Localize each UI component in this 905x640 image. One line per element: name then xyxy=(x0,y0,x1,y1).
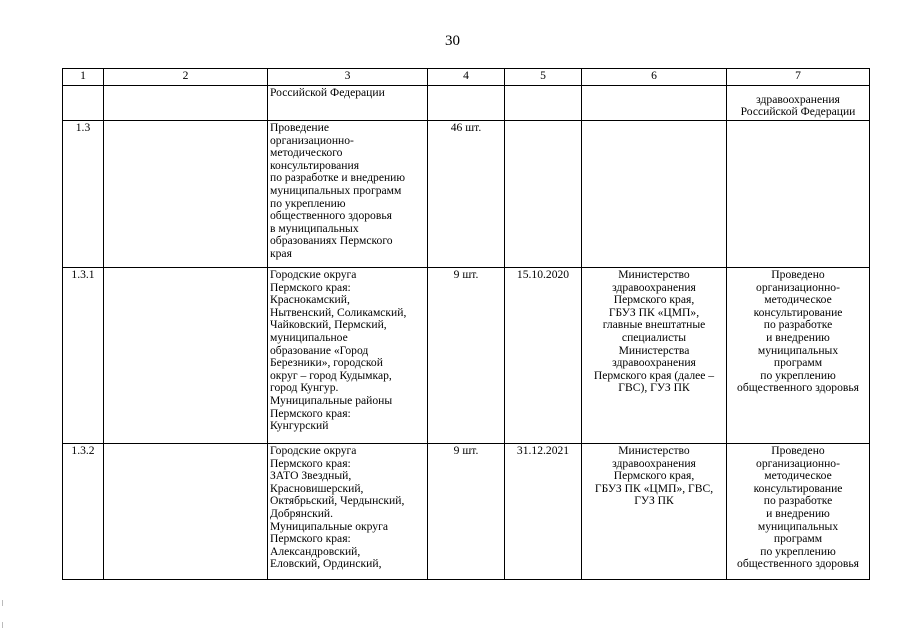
date-cell xyxy=(505,121,582,268)
description-cell: Российской Федерации xyxy=(268,86,428,121)
header-row xyxy=(63,69,870,86)
page-number: 30 xyxy=(445,33,460,49)
date-cell: 31.12.2021 xyxy=(505,444,582,580)
header-cell: 1 xyxy=(63,69,104,86)
result-cell: Проведено организационно- методическое консультирование по разработке и внедрению муниципальных программ по укреплению общественного здоровья xyxy=(727,444,870,580)
activity-table xyxy=(62,68,870,580)
col2-cell xyxy=(104,121,268,268)
responsible-cell: Министерство здравоохранения Пермского края, ГБУЗ ПК «ЦМП», ГВС, ГУЗ ПК xyxy=(582,444,727,580)
scan-mark xyxy=(2,600,3,606)
header-cell: 7 xyxy=(727,69,870,86)
table-row xyxy=(63,121,870,268)
table-row xyxy=(63,444,870,580)
result-cell: Проведено организационно- методическое консультирование по разработке и внедрению муниципальных программ по укреплению общественного здоровья xyxy=(727,268,870,444)
date-cell xyxy=(505,86,582,121)
date-cell: 15.10.2020 xyxy=(505,268,582,444)
quantity-cell: 9 шт. xyxy=(428,444,505,580)
scan-mark xyxy=(2,622,3,628)
quantity-cell xyxy=(428,86,505,121)
quantity-cell: 9 шт. xyxy=(428,268,505,444)
row-number xyxy=(63,86,104,121)
header-cell: 6 xyxy=(582,69,727,86)
responsible-cell xyxy=(582,121,727,268)
quantity-cell: 46 шт. xyxy=(428,121,505,268)
responsible-cell xyxy=(582,86,727,121)
col2-cell xyxy=(104,86,268,121)
result-cell xyxy=(727,121,870,268)
header-cell: 4 xyxy=(428,69,505,86)
col2-cell xyxy=(104,268,268,444)
description-cell: Городские округа Пермского края: ЗАТО Звездный, Красновишерский, Октябрьский, Чердынский, Добрянский. Муниципальные округа Пермского края: Александровский, Еловский, Ординский, xyxy=(268,444,428,580)
row-number: 1.3 xyxy=(63,121,104,268)
row-number: 1.3.2 xyxy=(63,444,104,580)
table-row xyxy=(63,268,870,444)
description-cell: Проведение организационно- методического консультирования по разработке и внедрению муниципальных программ по укреплению общественного здоровья в муниципальных образованиях Пермского края xyxy=(268,121,428,268)
table-row xyxy=(63,86,870,121)
header-cell: 5 xyxy=(505,69,582,86)
header-cell: 3 xyxy=(268,69,428,86)
header-cell: 2 xyxy=(104,69,268,86)
col2-cell xyxy=(104,444,268,580)
result-cell: здравоохранения Российской Федерации xyxy=(727,86,870,121)
description-cell: Городские округа Пермского края: Краснокамский, Нытвенский, Соликамский, Чайковский, Пермский, муниципальное образование «Город Березники», городской округ – город Кудымкар, город Кунгур. Муниципальные районы Пермского края: Кунгурский xyxy=(268,268,428,444)
responsible-cell: Министерство здравоохранения Пермского края, ГБУЗ ПК «ЦМП», главные внештатные специалисты Министерства здравоохранения Пермского края (далее – ГВС), ГУЗ ПК xyxy=(582,268,727,444)
row-number: 1.3.1 xyxy=(63,268,104,444)
